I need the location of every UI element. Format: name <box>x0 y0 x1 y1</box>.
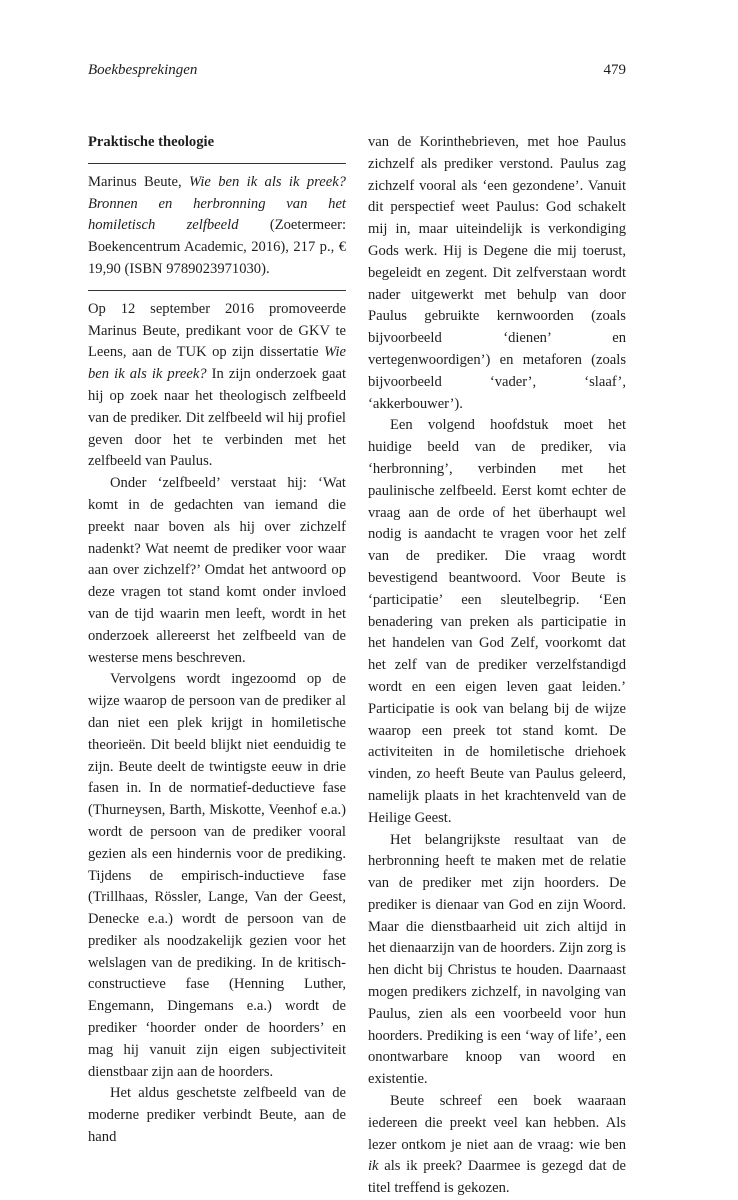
paragraph: Onder ‘zelfbeeld’ verstaat hij: ‘Wat komt in de gedachten van iemand die preekt naar boven als hij over zichzelf nadenkt? Wat neemt de prediker voor waar aan over zichzelf?’ Omdat het antwoord op deze vragen tot stand komt onder invloed van de tijd waarin men leeft, wordt in het onderzoek allereerst het zelfbeeld van de westerse mens beschreven. <box>88 475 346 666</box>
paragraph: Beute schreef een boek waaraan iedereen die preekt veel kan hebben. Als lezer ontkom je niet aan de vraag: wie ben ik als ik preek? Daarmee is gezegd dat de titel treffend is gekozen. <box>368 1093 626 1197</box>
page-number: 479 <box>603 62 626 78</box>
book-citation <box>88 172 346 281</box>
citation-rule <box>88 290 346 291</box>
dissertation-title: Wie ben ik als ik preek? <box>88 344 346 383</box>
paragraph: Een volgend hoofdstuk moet het huidige beeld van de prediker, via ‘herbronning’, verbinden met het paulinische zelfbeeld. Eerst komt echter de vraag aan de orde of het überhaupt wel nodig is aandacht te vragen voor het zelf van de prediker. Die vraag wordt bevestigend beantwoord. Voor Beute is ‘participatie’ een sleutelbegrip. ‘Een benadering van preken als participatie in het handelen van God Zelf, voorkomt dat het zelf van de prediker verzelfstandigd wordt en een eigen leven gaat leiden.’ Participatie is ook van belang bij de wijze waarop een preek tot stand komt. De activiteiten in de homiletische driehoek vinden, zo heeft Beute van Paulus geleerd, namelijk plaats in het krachtenveld van de Heilige Geest. <box>368 417 626 826</box>
paragraph: Het belangrijkste resultaat van de herbronning heeft te maken met de relatie van de prediker met zijn hoorders. De prediker is dienaar van God en zijn Woord. Maar die dienstbaarheid uit zich altijd in het dienaarzijn van de hoorders. Zijn zorg is hen dicht bij Christus te houden. Daarnaast mogen predikers zichzelf, in navolging van Paulus, zien als een voorbeeld voor hun hoorders. Prediking is een ‘way of life’, een onontwarbare knoop van woord en existentie. <box>368 831 626 1088</box>
paragraph: van de Korinthebrieven, met hoe Paulus zichzelf als prediker verstond. Paulus zag zichzelf vooral als ‘een gezondene’. Vanuit dit perspectief weet Paulus: God schakelt mij in, maar uiteindelijk is verkondiging Gods werk. Hij is Degene die mij toerust, begeleidt en zegent. Dit zelfverstaan wordt nader uitgewerkt met behulp van door Paulus gebruikte kernwoorden (zoals bijvoorbeeld ‘dienen’ en vertegenwoordigen’) en metaforen (zoals bijvoorbeeld ‘vader’, ‘slaaf’, ‘akkerbouwer’). <box>368 134 626 412</box>
left-column <box>88 132 346 1149</box>
paragraph: Op 12 september 2016 promoveerde Marinus Beute, predikant voor de GKV te Leens, aan de TUK op zijn dissertatie Wie ben ik als ik preek? In zijn onderzoek gaat hij op zoek naar het theologisch zelfbeeld van de prediker. Dit zelfbeeld wil hij profiel geven door het te verbinden met het zelfbeeld van Paulus. <box>88 300 346 470</box>
citation-details: (Zoetermeer: Boekencentrum Academic, 2016), 217 p., € 19,90 (ISBN 9789023971030). <box>88 217 346 277</box>
emphasis-ik: ik <box>368 1158 379 1175</box>
section-heading: Praktische theologie <box>88 134 215 150</box>
running-header-section: Boekbesprekingen <box>88 62 198 78</box>
right-column <box>368 132 626 1200</box>
paragraph: Vervolgens wordt ingezoomd op de wijze waarop de persoon van de prediker al dan niet een plek krijgt in homiletische theorieën. Dit beeld blijkt niet eenduidig te zijn. Beute deelt de twintigste eeuw in drie fasen in. In de normatief-deductieve fase (Thurneysen, Barth, Miskotte, Veenhof e.a.) wordt de persoon van de prediker vooral gezien als een hindernis voor de prediking. Tijdens de empirisch-inductieve fase (Trillhaas, Rössler, Lange, Van der Geest, Denecke e.a.) wordt de persoon van de prediker als noodzakelijk gezien voor het welslagen van de prediking. In de kritisch-constructieve fase (Henning Luther, Engemann, Dingemans e.a.) wordt de prediker ‘hoorder onder de hoorders’ en mag hij vanuit zijn eigen subjectiviteit dienstbaar zijn aan de hoorders. <box>88 671 346 1080</box>
paragraph: Het aldus geschetste zelfbeeld van de moderne prediker verbindt Beute, aan de hand <box>88 1085 346 1146</box>
citation-title: Wie ben ik als ik preek? Bronnen en herbronning van het homiletisch zelfbeeld <box>88 173 346 234</box>
citation-author: Marinus Beute, <box>88 173 190 190</box>
heading-rule <box>88 163 346 164</box>
